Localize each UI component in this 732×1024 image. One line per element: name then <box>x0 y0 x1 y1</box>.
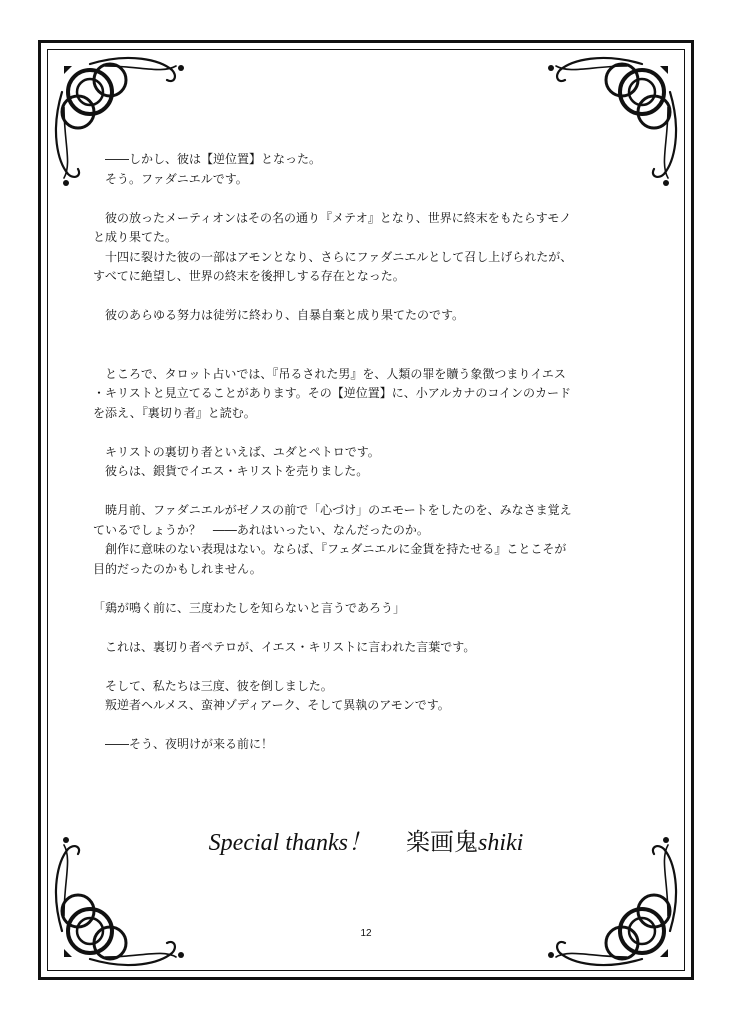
text-line: 叛逆者ヘルメス、蛮神ゾディアーク、そして異執のアモンです。 <box>105 698 450 712</box>
text-line: 暁月前、ファダニエルがゼノスの前で「心づけ」のエモートをしたのを、みなさま覚え <box>105 503 572 517</box>
text-line: ・キリストと見立てることがあります。その【逆位置】に、小アルカナのコインのカード <box>93 386 571 400</box>
text-line: 彼の放ったメーティオンはその名の通り『メテオ』となり、世界に終末をもたらすモノ <box>105 210 572 225</box>
paragraph <box>93 599 593 619</box>
text-line: そう。ファダニエルです。 <box>105 171 248 186</box>
paragraph <box>93 306 593 326</box>
paragraph <box>93 638 593 658</box>
text-line: 十四に裂けた彼の一部はアモンとなり、さらにファダニエルとして召し上げられたが、 <box>105 249 573 264</box>
text-line: 目的だったのかもしれません。 <box>93 561 262 576</box>
text-line: ――しかし、彼は【逆位置】となった。 <box>105 152 322 166</box>
text-line: これは、裏切り者ペテロが、イエス・キリストに言われた言葉です。 <box>105 639 476 654</box>
text-line: 「鶏が鳴く前に、三度わたしを知らないと言うであろう」 <box>93 600 406 615</box>
special-thanks <box>0 822 732 857</box>
special-thanks-label: Special thanks <box>208 830 348 856</box>
paragraph <box>93 365 593 424</box>
text-line: そして、私たちは三度、彼を倒しました。 <box>105 678 333 693</box>
text-line: 彼らは、銀貨でイエス・キリストを売りました。 <box>105 464 369 478</box>
text-line: 彼のあらゆる努力は徒労に終わり、自暴自棄と成り果てたのです。 <box>105 308 465 322</box>
paragraph <box>93 677 593 716</box>
artist-name-kanji: 楽画鬼 <box>405 828 478 856</box>
text-line: ところで、タロット占いでは、『吊るされた男』を、人類の罪を贖う象徴つまりイエス <box>105 366 566 381</box>
text-line: ――そう、夜明けが来る前に！ <box>105 737 274 751</box>
text-line: すべてに絶望し、世界の終末を後押しする存在となった。 <box>93 269 405 283</box>
text-line: と成り果てた。 <box>93 230 178 244</box>
paragraph <box>93 501 593 579</box>
special-thanks-exclaim: ！ <box>347 830 372 856</box>
text-line: ているでしょうか？ ――あれはいったい、なんだったのか。 <box>93 522 429 537</box>
paragraph <box>93 443 593 482</box>
text-line: 創作に意味のない表現はない。ならば、『フェダニエルに金貨を持たせる』ことこそが <box>105 542 567 556</box>
page-number: 12 <box>360 928 372 939</box>
paragraph <box>93 735 593 755</box>
paragraph <box>93 209 593 287</box>
body-text <box>93 150 593 774</box>
paragraph <box>93 150 593 189</box>
text-line: を添え、『裏切り者』と読む。 <box>93 405 256 420</box>
text-line: キリストの裏切り者といえば、ユダとペトロです。 <box>105 444 380 459</box>
artist-name-roman: shiki <box>477 830 524 856</box>
